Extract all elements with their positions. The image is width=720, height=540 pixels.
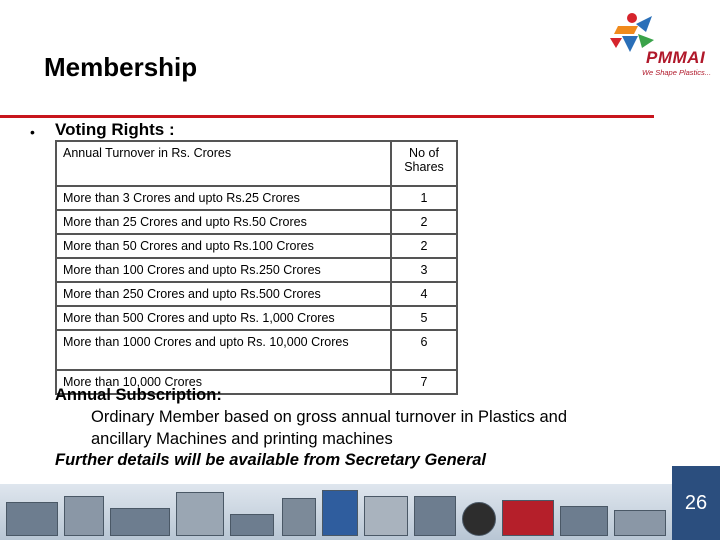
shares-cell: 2 (391, 234, 457, 258)
turnover-cell: More than 500 Crores and upto Rs. 1,000 Crores (56, 306, 391, 330)
table-row (56, 234, 457, 258)
table-row (56, 258, 457, 282)
machine-image (614, 510, 666, 536)
shares-cell: 1 (391, 186, 457, 210)
table-row (56, 186, 457, 210)
slide-title: Membership (44, 52, 198, 82)
pmmai-logo (608, 12, 718, 80)
shares-cell: 7 (391, 370, 457, 394)
further-details-note: Further details will be available from Secretary General (55, 451, 487, 469)
turnover-cell: More than 3 Crores and upto Rs.25 Crores (56, 186, 391, 210)
machine-image (414, 496, 456, 536)
turnover-cell: More than 100 Crores and upto Rs.250 Crores (56, 258, 391, 282)
shares-cell: 2 (391, 210, 457, 234)
title-divider (0, 115, 654, 118)
turnover-cell: More than 250 Crores and upto Rs.500 Crores (56, 282, 391, 306)
machine-image (6, 502, 58, 536)
logo-brand-text: PMMAI (646, 48, 706, 67)
machine-image (502, 500, 554, 536)
shares-cell: 4 (391, 282, 457, 306)
machine-image (560, 506, 608, 536)
machinery-footer-image (0, 484, 672, 540)
voting-rights-table (55, 140, 458, 395)
table-row (56, 330, 457, 370)
turnover-cell: More than 10,000 Crores (56, 370, 391, 394)
voting-rights-heading: Voting Rights : (55, 120, 175, 139)
turnover-cell: More than 1000 Crores and upto Rs. 10,000 Crores (56, 330, 391, 370)
machine-image (230, 514, 274, 536)
annual-subscription-heading: Annual Subscription: (55, 386, 222, 404)
shares-cell: 3 (391, 258, 457, 282)
table-row (56, 282, 457, 306)
table-row (56, 210, 457, 234)
turnover-cell: More than 25 Crores and upto Rs.50 Crores (56, 210, 391, 234)
machine-image (282, 498, 316, 536)
table-row (56, 306, 457, 330)
header-turnover: Annual Turnover in Rs. Crores (56, 141, 391, 186)
machine-image (364, 496, 408, 536)
logo-tagline: We Shape Plastics... (642, 68, 712, 77)
shares-cell: 6 (391, 330, 457, 370)
page-number: 26 (684, 491, 708, 514)
machine-image (110, 508, 170, 536)
shares-cell: 5 (391, 306, 457, 330)
machine-image (64, 496, 104, 536)
bullet-marker: • (30, 124, 35, 140)
header-shares: No of Shares (391, 141, 457, 186)
table-header-row (56, 141, 457, 186)
subscription-line-2: ancillary Machines and printing machines (91, 430, 393, 448)
turnover-cell: More than 50 Crores and upto Rs.100 Crores (56, 234, 391, 258)
page-number-badge (672, 466, 720, 540)
machine-image (322, 490, 358, 536)
machine-image (462, 502, 496, 536)
machine-image (176, 492, 224, 536)
subscription-line-1: Ordinary Member based on gross annual turnover in Plastics and (91, 408, 567, 426)
